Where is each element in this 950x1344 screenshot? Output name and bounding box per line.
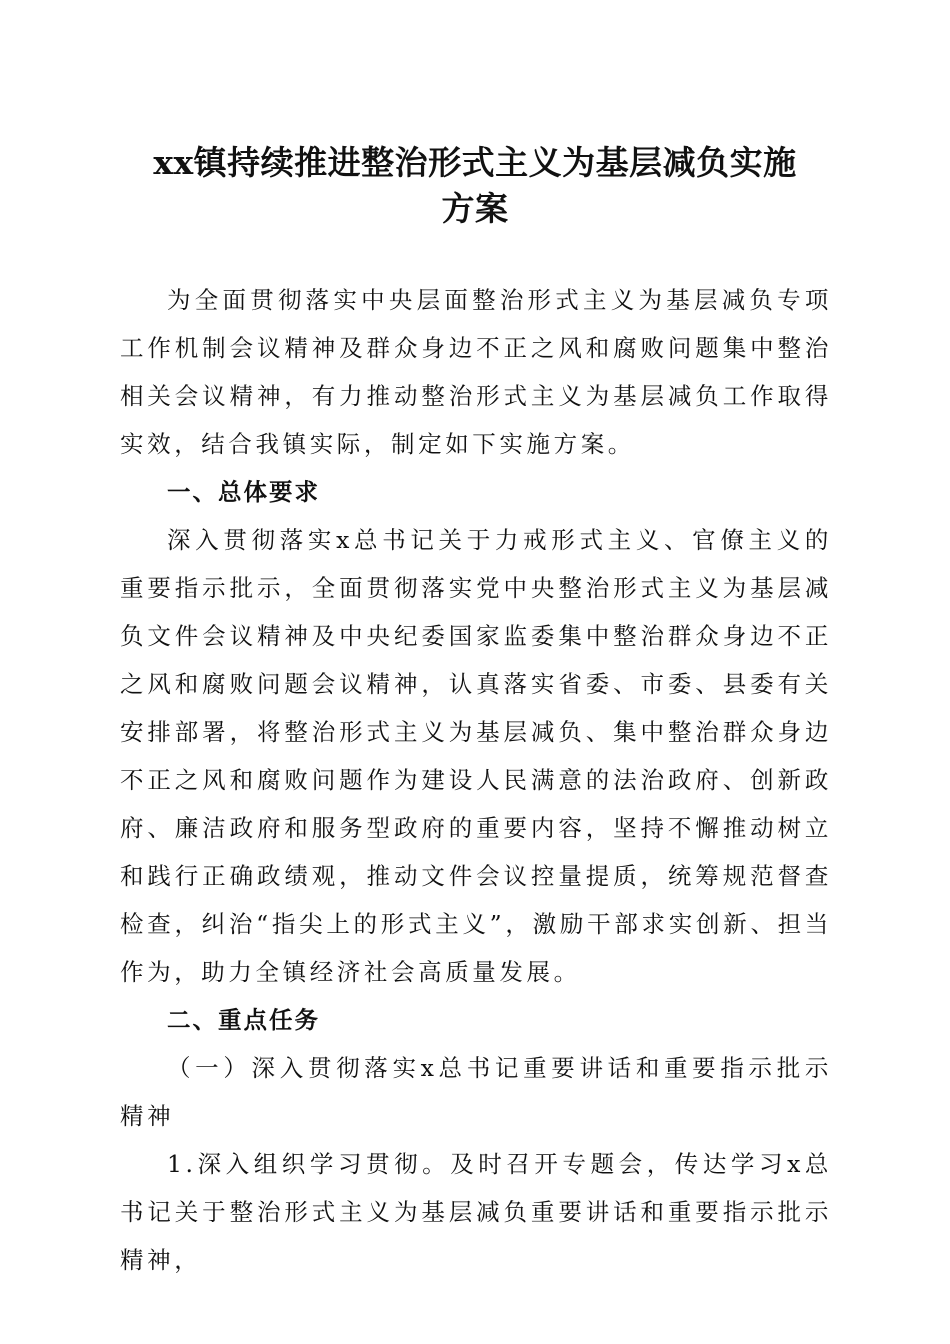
intro-paragraph: 为全面贯彻落实中央层面整治形式主义为基层减负专项工作机制会议精神及群众身边不正之风和腐败问题集中整治相关会议精神，有力推动整治形式主义为基层减负工作取得实效，结合我镇实际，制定如下实施方案。: [120, 286, 832, 458]
document-body: [120, 276, 832, 1284]
general-requirements-paragraph: 深入贯彻落实x总书记关于力戒形式主义、官僚主义的重要指示批示，全面贯彻落实党中央整治形式主义为基层减负文件会议精神及中央纪委国家监委集中整治群众身边不正之风和腐败问题会议精神，认真落实省委、市委、县委有关安排部署，将整治形式主义为基层减负、集中整治群众身边不正之风和腐败问题作为建设人民满意的法治政府、创新政府、廉洁政府和服务型政府的重要内容，坚持不懈推动树立和践行正确政绩观，推动文件会议控量提质，统筹规范督查检查，纠治“指尖上的形式主义”，激励干部求实创新、担当作为，助力全镇经济社会高质量发展。: [120, 526, 832, 986]
document-title: [100, 140, 850, 232]
title-line-1: xx镇持续推进整治形式主义为基层减负实施: [153, 143, 797, 182]
subsection-heading-1: （一）深入贯彻落实x总书记重要讲话和重要指示批示精神: [120, 1054, 832, 1130]
section-heading-key-tasks: 二、重点任务: [167, 1006, 320, 1034]
section-heading-general-requirements: 一、总体要求: [167, 478, 320, 506]
title-line-2: 方案: [441, 189, 509, 228]
task-item-1: 1.深入组织学习贯彻。及时召开专题会，传达学习x总书记关于整治形式主义为基层减负重要讲话和重要指示批示精神，: [120, 1150, 832, 1274]
